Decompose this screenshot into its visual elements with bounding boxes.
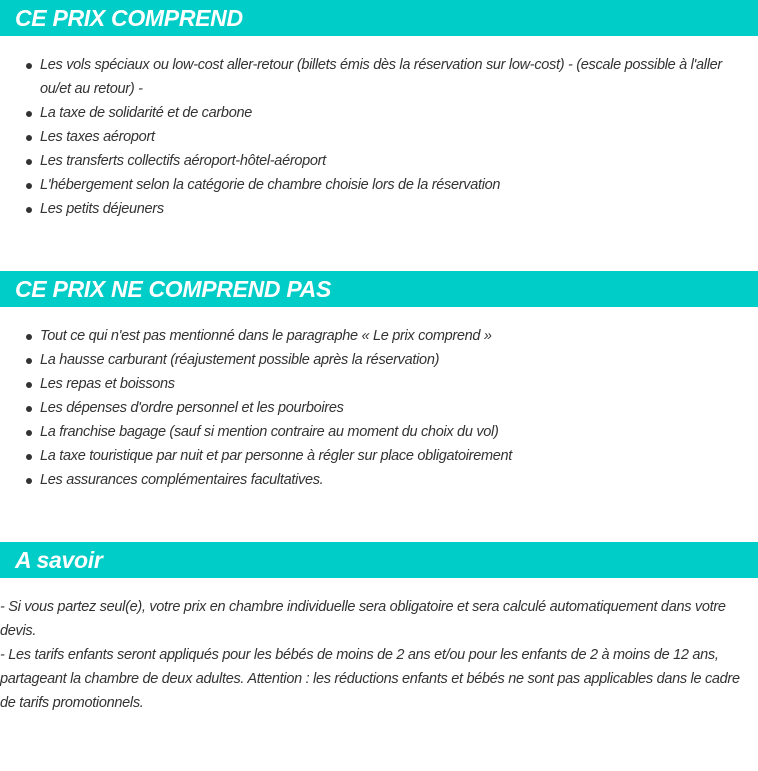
excluded-list: [0, 324, 758, 492]
list-item: Les petits déjeuners: [40, 197, 744, 221]
list-item: Les repas et boissons: [40, 372, 744, 396]
info-paragraph: - Les tarifs enfants seront appliqués pour les bébés de moins de 2 ans et/ou pour les enfants de 2 à moins de 12 ans, partageant la chambre de deux adultes. Attention : les réductions enfants et bébés ne sont pas applicables dans le cadre de tarifs promotionnels.: [0, 647, 740, 711]
included-section-title: CE PRIX COMPREND: [15, 5, 243, 31]
list-item: Tout ce qui n'est pas mentionné dans le paragraphe « Le prix comprend »: [40, 324, 744, 348]
list-item: L'hébergement selon la catégorie de chambre choisie lors de la réservation: [40, 173, 744, 197]
included-list: [0, 53, 758, 221]
excluded-section-title: CE PRIX NE COMPREND PAS: [15, 276, 331, 302]
list-item: Les transferts collectifs aéroport-hôtel-aéroport: [40, 149, 744, 173]
list-item: La franchise bagage (sauf si mention contraire au moment du choix du vol): [40, 420, 744, 444]
info-paragraph: - Si vous partez seul(e), votre prix en chambre individuelle sera obligatoire et sera calculé automatiquement dans votre devis.: [0, 599, 726, 639]
info-section-header: [0, 542, 758, 578]
list-item: Les taxes aéroport: [40, 125, 744, 149]
excluded-section-header: [0, 271, 758, 307]
list-item: Les assurances complémentaires facultatives.: [40, 468, 744, 492]
included-section-header: [0, 0, 758, 36]
list-item: La taxe de solidarité et de carbone: [40, 101, 744, 125]
list-item: Les vols spéciaux ou low-cost aller-retour (billets émis dès la réservation sur low-cost) - (escale possible à l'aller ou/et au retour) -: [40, 53, 744, 101]
list-item: Les dépenses d'ordre personnel et les pourboires: [40, 396, 744, 420]
list-item: La hausse carburant (réajustement possible après la réservation): [40, 348, 744, 372]
list-item: La taxe touristique par nuit et par personne à régler sur place obligatoirement: [40, 444, 744, 468]
info-paragraphs: [0, 595, 758, 715]
info-section-title: A savoir: [15, 547, 103, 573]
